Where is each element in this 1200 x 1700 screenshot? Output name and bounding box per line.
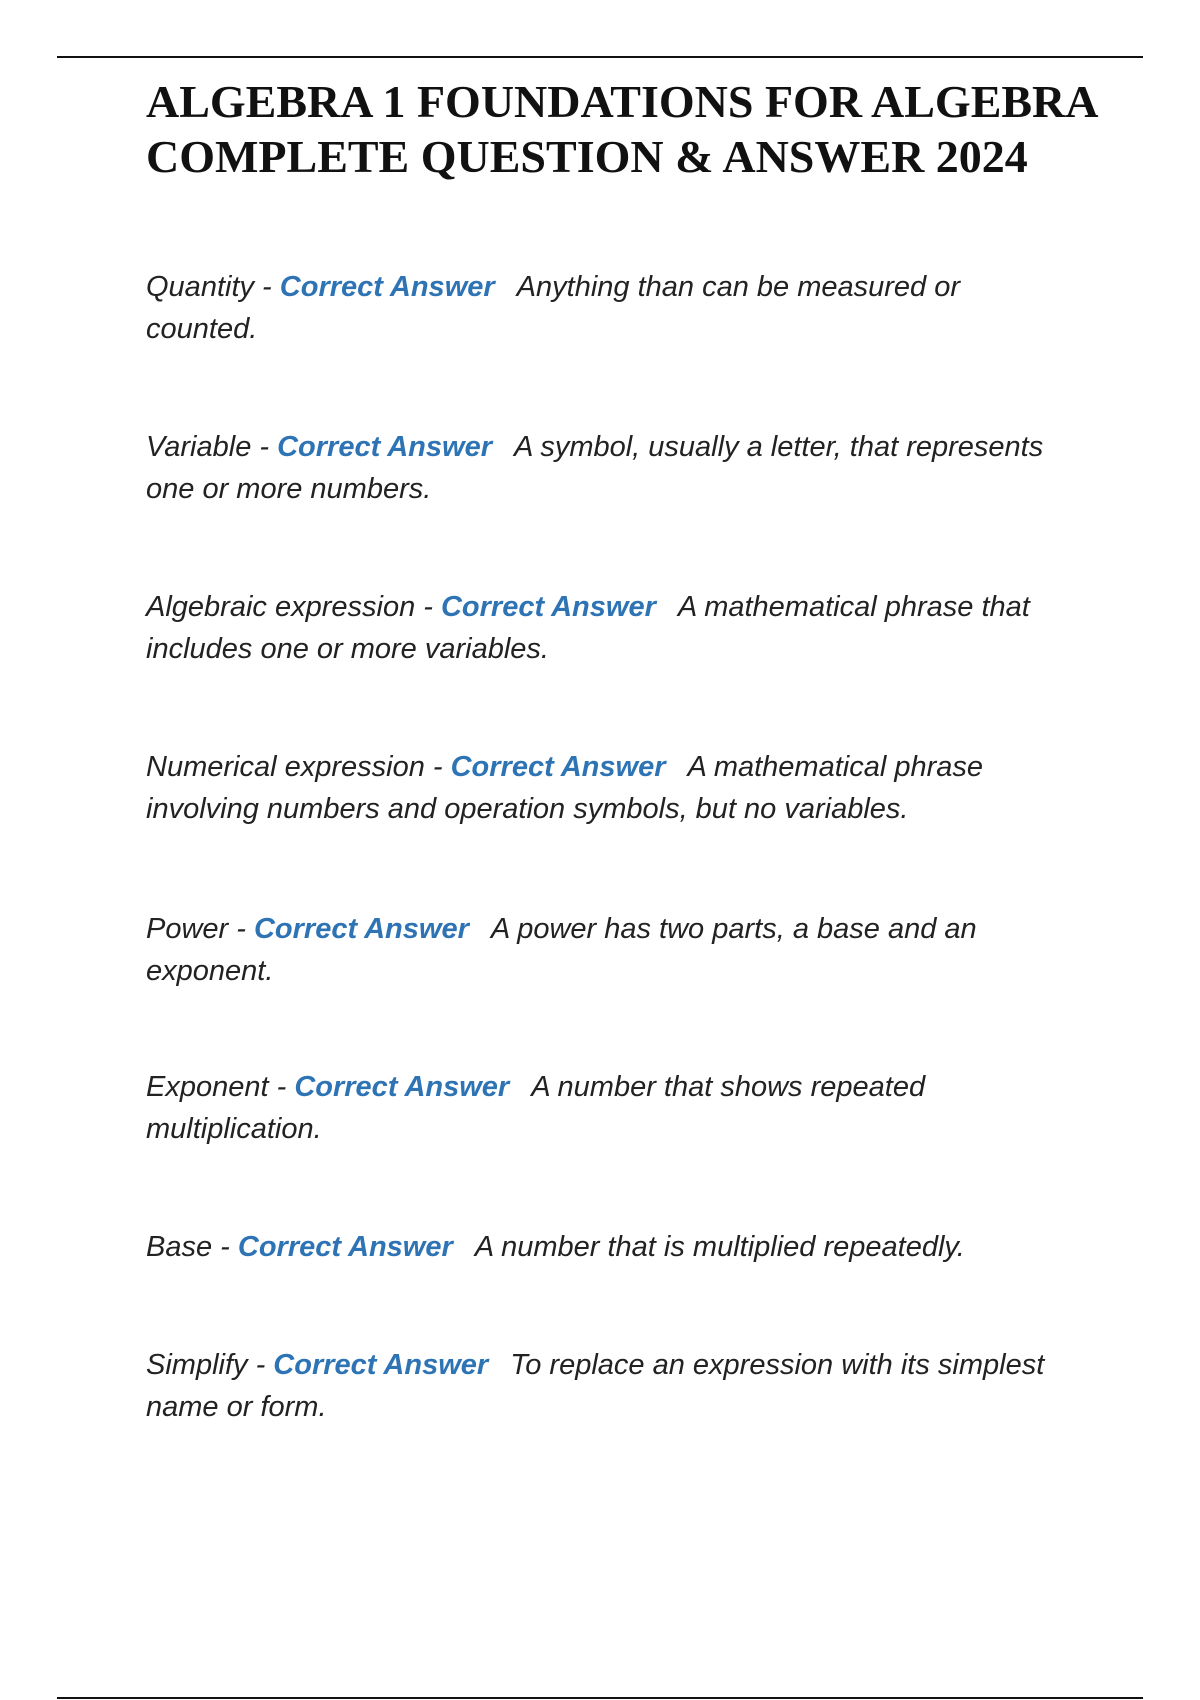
qa-definition: To replace an expression with its simplest name or form. (146, 1349, 1045, 1423)
correct-answer-label: Correct Answer (450, 751, 666, 783)
qa-definition: A number that is multiplied repeatedly. (474, 1231, 965, 1263)
qa-separator: - (228, 913, 254, 945)
top-divider (57, 56, 1143, 58)
qa-list (146, 266, 1076, 1504)
correct-answer-label: Correct Answer (279, 271, 495, 303)
qa-separator: - (268, 1071, 295, 1103)
qa-separator: - (424, 751, 451, 783)
qa-item (146, 1066, 1076, 1226)
qa-separator: - (251, 431, 278, 463)
qa-item (146, 1344, 1076, 1504)
qa-term: Numerical expression (146, 751, 425, 783)
qa-separator: - (254, 271, 280, 303)
qa-item (146, 908, 1076, 1066)
qa-item (146, 586, 1076, 746)
qa-item (146, 746, 1076, 908)
qa-definition: A number that shows repeated multiplication. (146, 1071, 926, 1145)
qa-definition: A mathematical phrase involving numbers and operation symbols, but no variables. (146, 751, 984, 825)
qa-term: Quantity (146, 271, 254, 303)
qa-term: Base (146, 1231, 213, 1263)
qa-definition: A power has two parts, a base and an exponent. (146, 913, 977, 987)
document-title: ALGEBRA 1 FOUNDATIONS FOR ALGEBRA COMPLETE QUESTION & ANSWER 2024 (146, 76, 1096, 182)
correct-answer-label: Correct Answer (237, 1231, 453, 1263)
qa-definition: A symbol, usually a letter, that represents one or more numbers. (146, 431, 1044, 505)
correct-answer-label: Correct Answer (273, 1349, 489, 1381)
qa-term: Power (146, 913, 229, 945)
correct-answer-label: Correct Answer (277, 431, 492, 463)
correct-answer-label: Correct Answer (253, 913, 469, 945)
qa-term: Algebraic expression (146, 591, 416, 623)
qa-separator: - (247, 1349, 274, 1381)
qa-term: Simplify (146, 1349, 248, 1381)
qa-item (146, 426, 1076, 586)
bottom-divider (57, 1697, 1143, 1699)
correct-answer-label: Correct Answer (440, 591, 656, 623)
qa-definition: Anything than can be measured or counted. (146, 271, 961, 345)
qa-definition: A mathematical phrase that includes one or more variables. (146, 591, 1030, 665)
qa-separator: - (212, 1231, 238, 1263)
qa-item (146, 266, 1076, 426)
correct-answer-label: Correct Answer (294, 1071, 510, 1103)
qa-separator: - (415, 591, 441, 623)
qa-term: Exponent (146, 1071, 269, 1103)
qa-term: Variable (146, 431, 252, 463)
qa-item (146, 1226, 1076, 1344)
